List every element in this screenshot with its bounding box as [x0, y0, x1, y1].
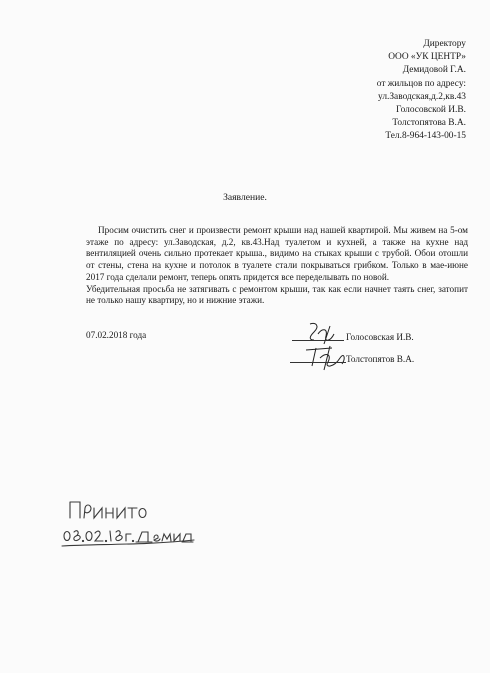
- signature-scribble: [300, 320, 346, 346]
- handwritten-acceptance-note: [58, 490, 198, 550]
- addressee-line: Директору: [423, 39, 466, 49]
- body-paragraph: Просим очистить снег и произвести ремонт крыши над нашей квартирой. Мы живем на 5-ом этаже по адресу: ул.Заводская, д.2, кв.43.Над туалетом и кухней, а также на кухне над вентиляцией очень сильно протекает крыша., видимо на стыках крыши с трубой. Обои отошли от стены, стена на кухне и потолок в туалете стали покрываться грибком. Только в мае-июне 2017 года сделали ремонт, теперь опять придется все переделывать по новой.: [86, 225, 468, 282]
- addressee-line: Голосовской И.В.: [396, 105, 466, 116]
- addressee-line: Демидовой Г.А.: [402, 65, 466, 76]
- document-title: Заявление.: [223, 192, 267, 203]
- signature-line: [290, 362, 346, 363]
- addressee-line: Тел.8-964-143-00-15: [385, 131, 466, 142]
- signatory-name: Голосовская И.В.: [346, 332, 414, 342]
- addressee-line: Толстопятова В.А.: [392, 118, 466, 129]
- document-body: [86, 225, 468, 307]
- addressee-line: ООО «УК ЦЕНТР»: [388, 52, 466, 63]
- body-paragraph: Убедительная просьба не затягивать с ремонтом крыши, так как если начнет таять снег, затопит не только нашу квартиру, но и нижние этажи.: [86, 283, 468, 306]
- signature-line: [292, 340, 344, 341]
- signature-scribble: [302, 344, 352, 372]
- addressee-line: от жильцов по адресу:: [376, 78, 466, 89]
- document-date: 07.02.2018 года: [86, 330, 147, 340]
- addressee-line: ул.Заводская,д.2,кв.43: [378, 91, 466, 102]
- addressee-block: [377, 38, 466, 144]
- signatory-name: Толстопятов В.А.: [346, 354, 415, 364]
